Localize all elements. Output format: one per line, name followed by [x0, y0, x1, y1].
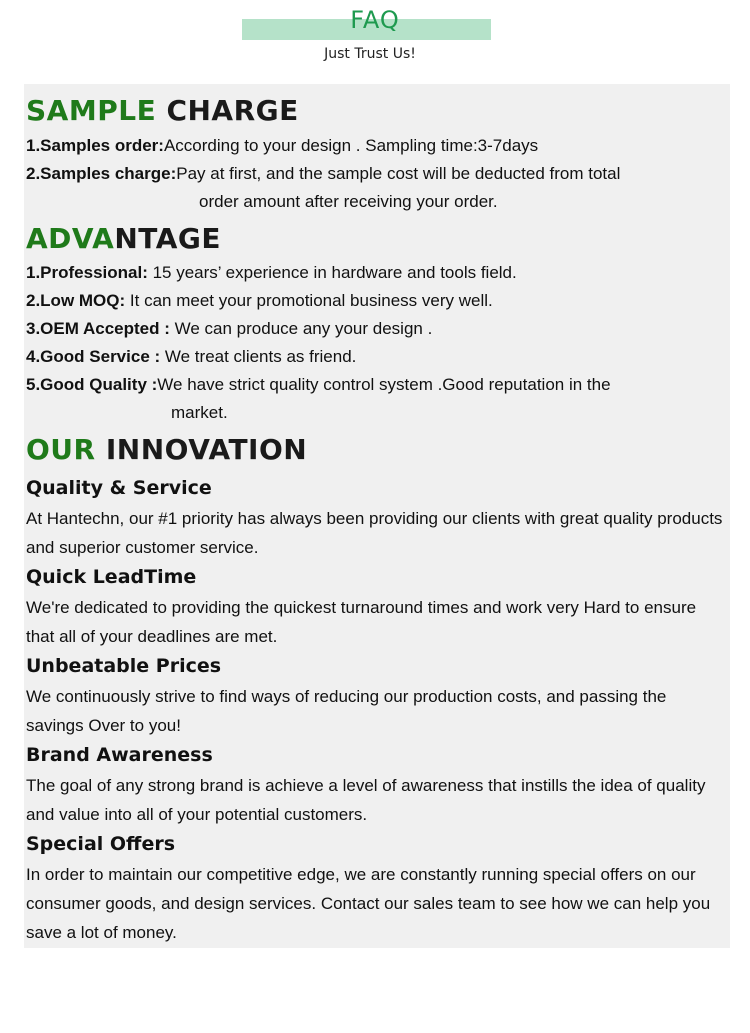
- sample-item-1: [26, 136, 538, 156]
- advantage-item-1: [26, 263, 517, 283]
- innovation-heading-dark: INNOVATION: [95, 433, 308, 466]
- advantage-item-4-text: We treat clients as friend.: [160, 347, 357, 366]
- advantage-heading-green: ADVA: [26, 222, 115, 255]
- sample-item-1-label: 1.Samples order:: [26, 136, 164, 155]
- faq-title: FAQ: [350, 6, 400, 34]
- innovation-block-1-text: At Hantechn, our #1 priority has always been providing our clients with great quality products and superior customer service.: [26, 509, 723, 557]
- faq-subtitle: Just Trust Us!: [324, 46, 416, 62]
- sample-item-2: [26, 164, 620, 184]
- innovation-block-5-title: Special Offers: [26, 833, 176, 855]
- innovation-heading: [26, 435, 307, 465]
- sample-item-2-text: Pay at first, and the sample cost will be deducted from total: [176, 164, 621, 183]
- advantage-item-5-text: We have strict quality control system .Good reputation in the: [157, 375, 611, 394]
- advantage-item-2-text: It can meet your promotional business very well.: [125, 291, 493, 310]
- sample-charge-heading-green: SAMPLE: [26, 94, 157, 127]
- advantage-item-3-label: 3.OEM Accepted :: [26, 319, 170, 338]
- innovation-block-3-text: We continuously strive to find ways of reducing our production costs, and passing the savings Over to you!: [26, 687, 667, 735]
- advantage-heading-dark: NTAGE: [114, 222, 221, 255]
- advantage-item-2: [26, 291, 493, 311]
- innovation-heading-green: OUR: [26, 433, 96, 466]
- innovation-block-3-title: Unbeatable Prices: [26, 655, 222, 677]
- advantage-item-1-text: 15 years’ experience in hardware and tools field.: [147, 263, 517, 282]
- innovation-block-4-text: The goal of any strong brand is achieve a level of awareness that instills the idea of quality and value into all of your potential customers.: [26, 776, 706, 824]
- sample-charge-heading-dark: CHARGE: [156, 94, 299, 127]
- sample-item-1-text: According to your design . Sampling time:3-7days: [163, 136, 539, 155]
- innovation-block-2-text: We're dedicated to providing the quickest turnaround times and work very Hard to ensure that all of your deadlines are met.: [26, 598, 697, 646]
- advantage-item-5-continuation: market.: [171, 403, 228, 422]
- sample-charge-heading: [26, 96, 299, 126]
- sample-item-2-label: 2.Samples charge:: [26, 164, 177, 183]
- advantage-item-3: [26, 319, 432, 339]
- innovation-block-2-title: Quick LeadTime: [26, 566, 197, 588]
- innovation-block-4-title: Brand Awareness: [26, 744, 213, 766]
- advantage-item-1-label: 1.Professional:: [26, 263, 148, 282]
- advantage-item-5: [26, 375, 611, 395]
- advantage-item-3-text: We can produce any your design .: [169, 319, 433, 338]
- innovation-block-5-text: In order to maintain our competitive edge, we are constantly running special offers on our consumer goods, and design services. Contact our sales team to see how we can help you save a lot of money.: [26, 865, 711, 942]
- advantage-item-4: [26, 347, 356, 367]
- advantage-item-4-label: 4.Good Service :: [26, 347, 161, 366]
- sample-item-2-continuation: order amount after receiving your order.: [199, 192, 498, 211]
- innovation-block-1-title: Quality & Service: [26, 477, 212, 499]
- advantage-item-2-label: 2.Low MOQ:: [26, 291, 126, 310]
- advantage-item-5-label: 5.Good Quality :: [26, 375, 158, 394]
- faq-header: [0, 0, 750, 80]
- advantage-heading: [26, 224, 221, 254]
